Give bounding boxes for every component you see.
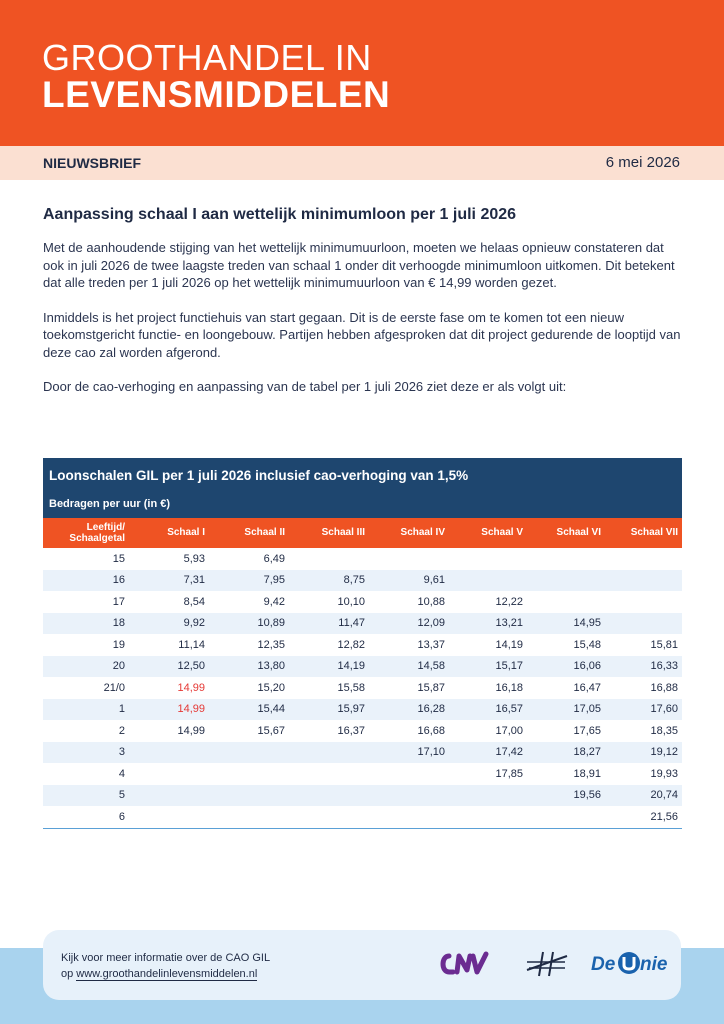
table-cell: 19,12: [650, 746, 678, 759]
article: [43, 206, 683, 413]
table-cell: 9,92: [183, 617, 205, 630]
table-cell: 16,33: [650, 660, 678, 673]
table-bottom-rule: [43, 828, 682, 829]
table-cell: 17,00: [495, 724, 523, 737]
table-cell: 19,93: [650, 767, 678, 780]
table-cell: 16,06: [573, 660, 601, 673]
table-cell: 12,82: [337, 638, 365, 651]
table-cell: 13,37: [417, 638, 445, 651]
table-cell: 16,37: [337, 724, 365, 737]
footer-line-2-prefix: op: [61, 968, 77, 980]
table-row: [43, 613, 682, 635]
table-cell: 17,65: [573, 724, 601, 737]
table-cell: 13,21: [495, 617, 523, 630]
table-row: [43, 699, 682, 721]
footer-line-2: [61, 966, 270, 982]
table-cell: 14,19: [495, 638, 523, 651]
table-row: [43, 763, 682, 785]
fnv-logo: [525, 948, 569, 978]
table-row: [43, 806, 682, 828]
table-cell: 15,81: [650, 638, 678, 651]
column-header-schaal-1: Schaal I: [167, 527, 205, 539]
row-age-cell: 3: [118, 746, 125, 759]
column-header-schaal-2: Schaal II: [244, 527, 285, 539]
svg-text:nie: nie: [640, 954, 668, 975]
table-cell: 17,10: [417, 746, 445, 759]
newsletter-bar: [0, 146, 724, 180]
table-cell: 16,47: [573, 681, 601, 694]
row-age-cell: 17: [112, 595, 125, 608]
footer-url-link[interactable]: www.groothandelinlevensmiddelen.nl: [76, 968, 258, 980]
table-row: [43, 656, 682, 678]
footer-line-1: Kijk voor meer informatie over de CAO GIL: [61, 952, 271, 964]
row-age-cell: 4: [118, 767, 125, 780]
footer-text: [61, 950, 270, 982]
table-cell: 17,05: [573, 703, 601, 716]
table-cell: 12,09: [417, 617, 445, 630]
de-unie-logo: [591, 948, 673, 978]
table-row: [43, 742, 682, 764]
table-cell: 15,58: [337, 681, 365, 694]
row-age-cell: 1: [118, 703, 125, 716]
row-age-cell: 2: [118, 724, 125, 737]
table-cell: 6,49: [263, 552, 285, 565]
column-header-schaal-4: Schaal IV: [400, 527, 445, 539]
header-banner: [0, 0, 724, 146]
row-age-cell: 20: [112, 660, 125, 673]
table-cell: 16,88: [650, 681, 678, 694]
article-paragraph-2: Inmiddels is het project functiehuis van start gegaan. Dit is de eerste fase om te komen tot een nieuw toekomstgericht functie- en loongebouw. Partijen hebben afgesproken dat dit project gedurende de looptijd van deze cao zal worden afgerond.: [43, 309, 681, 360]
column-header-schaal-3: Schaal III: [321, 527, 365, 539]
table-title: Loonschalen GIL per 1 juli 2026 inclusief cao-verhoging van 1,5%: [49, 468, 469, 483]
table-cell: 12,50: [177, 660, 205, 673]
article-heading: Aanpassing schaal I aan wettelijk minimumloon per 1 juli 2026: [43, 206, 517, 223]
table-cell: 9,42: [263, 595, 285, 608]
table-cell: 15,20: [257, 681, 285, 694]
table-cell: 15,44: [257, 703, 285, 716]
newsletter-label: NIEUWSBRIEF: [43, 155, 141, 171]
table-cell: 10,89: [257, 617, 285, 630]
table-cell: 12,35: [257, 638, 285, 651]
table-cell: 15,87: [417, 681, 445, 694]
row-age-cell: 16: [112, 574, 125, 587]
table-cell: 5,93: [183, 552, 205, 565]
row-age-cell: 15: [112, 552, 125, 565]
table-row: [43, 591, 682, 613]
table-cell: 8,54: [183, 595, 205, 608]
table-cell: 21,56: [650, 810, 678, 823]
column-header-schaal-5: Schaal V: [481, 527, 523, 539]
cnv-logo: [439, 948, 489, 978]
table-cell: 10,88: [417, 595, 445, 608]
table-header: [43, 458, 682, 518]
table-cell: 16,28: [417, 703, 445, 716]
table-cell: 18,27: [573, 746, 601, 759]
row-age-cell: 21/0: [103, 681, 125, 694]
newsletter-date: 6 mei 2026: [605, 154, 680, 171]
table-cell: 12,22: [495, 595, 523, 608]
table-body: [43, 548, 682, 828]
table-cell: 9,61: [423, 574, 445, 587]
table-cell: 14,95: [573, 617, 601, 630]
table-cell: 11,14: [178, 638, 205, 651]
table-cell: 14,58: [417, 660, 445, 673]
table-cell: 15,48: [573, 638, 601, 651]
table-cell: 7,95: [263, 574, 285, 587]
table-cell: 20,74: [650, 789, 678, 802]
table-row: [43, 634, 682, 656]
table-cell: 17,60: [650, 703, 678, 716]
table-cell: 8,75: [343, 574, 365, 587]
table-cell: 16,18: [495, 681, 523, 694]
table-cell: 17,42: [495, 746, 523, 759]
table-cell: 15,17: [495, 660, 523, 673]
table-cell: 16,68: [417, 724, 445, 737]
table-row: [43, 548, 682, 570]
table-cell: 18,35: [650, 724, 678, 737]
table-row: [43, 677, 682, 699]
svg-text:De: De: [591, 954, 616, 975]
table-cell: 14,19: [337, 660, 365, 673]
table-cell: 10,10: [337, 595, 365, 608]
table-cell: 15,97: [337, 703, 365, 716]
table-cell: 15,67: [257, 724, 285, 737]
column-header-schaal-7: Schaal VII: [630, 527, 678, 539]
wage-table: [43, 458, 682, 829]
table-cell: 19,56: [573, 789, 601, 802]
article-paragraph-1: Met de aanhoudende stijging van het wettelijk minimumuurloon, moeten we helaas opnieuw constateren dat ook in juli 2026 de twee laagste treden van schaal 1 onder dit verhoogde minimumloon uitkomen. Dit betekent dat alle treden per 1 juli 2026 op het wettelijk minimumuurloon van € 14,99 worden gezet.: [43, 240, 675, 290]
table-cell: 16,57: [495, 703, 523, 716]
table-column-headers: [43, 518, 682, 548]
footer-card: [43, 930, 681, 1000]
table-cell: 14,99: [177, 703, 205, 716]
title-line-1: GROOTHANDEL IN: [42, 37, 372, 78]
column-header-schaal-6: Schaal VI: [556, 527, 601, 539]
table-cell: 14,99: [177, 681, 205, 694]
table-cell: 7,31: [183, 574, 205, 587]
table-row: [43, 785, 682, 807]
row-age-cell: 5: [118, 789, 125, 802]
row-age-cell: 19: [112, 638, 125, 651]
table-cell: 18,91: [573, 767, 601, 780]
table-cell: 11,47: [338, 617, 365, 630]
row-age-cell: 18: [112, 617, 125, 630]
table-subtitle: Bedragen per uur (in €): [49, 498, 171, 510]
column-header-age: Leeftijd/ Schaalgetal: [69, 521, 125, 544]
table-cell: 17,85: [495, 767, 523, 780]
row-age-cell: 6: [118, 810, 125, 823]
article-paragraph-3: Door de cao-verhoging en aanpassing van de tabel per 1 juli 2026 ziet deze er als volgt uit:: [43, 379, 567, 394]
table-row: [43, 720, 682, 742]
table-cell: 14,99: [177, 724, 205, 737]
table-cell: 13,80: [257, 660, 285, 673]
title-line-2: LEVENSMIDDELEN: [42, 74, 391, 115]
table-row: [43, 570, 682, 592]
